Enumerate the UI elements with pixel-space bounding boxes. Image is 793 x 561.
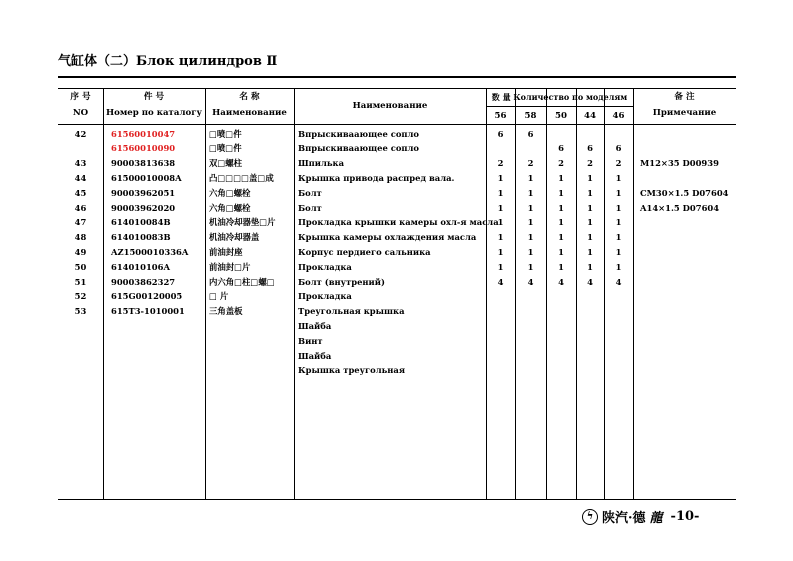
row-qty (604, 334, 633, 349)
row-qty: 1 (615, 202, 622, 213)
row-qty: 1 (558, 202, 564, 213)
page-footer (582, 507, 699, 526)
col-divider (103, 89, 104, 499)
header-name-ru-2: Наименование (352, 101, 428, 111)
row-qty: 1 (497, 172, 504, 183)
row-qty: 1 (527, 246, 534, 257)
row-qty (604, 304, 633, 319)
header-note-cn: 备 注 (674, 92, 695, 102)
row-qty: 1 (587, 232, 593, 243)
row-name-ru: Прокладка крышки камеры охл-я масла (298, 217, 499, 228)
row-qty (486, 289, 515, 304)
row-name-ru: Болт (внутрений) (298, 276, 385, 287)
row-name-ru: Болт (298, 202, 322, 213)
header-qty: 数 量 Количество по моделям (491, 92, 628, 102)
row-qty: 4 (497, 276, 504, 287)
row-qty (546, 304, 576, 319)
row-qty: 1 (587, 217, 593, 228)
header-rule (58, 124, 736, 125)
row-no: 52 (74, 291, 87, 302)
row-qty (546, 334, 576, 349)
row-note: CM30×1.5 D07604 (640, 187, 729, 198)
col-divider (205, 89, 206, 499)
row-qty (486, 363, 515, 378)
row-qty: 2 (587, 158, 593, 169)
row-no: 43 (74, 158, 87, 169)
row-name-ru: Крышка треугольная (298, 365, 406, 376)
row-name-cn: 六角□螺栓 (209, 187, 251, 198)
row-no (58, 363, 103, 378)
row-qty (576, 319, 604, 334)
row-part-number: 615G00120005 (111, 291, 183, 302)
row-name-cn: 凸□□□□盖□成 (209, 172, 274, 183)
row-qty (515, 141, 546, 156)
row-qty: 4 (527, 276, 534, 287)
row-qty: 2 (615, 158, 622, 169)
row-qty (546, 289, 576, 304)
row-name-ru: Крышка привода распред вала. (298, 172, 455, 183)
row-name-cn: □ 片 (209, 291, 229, 302)
row-name-ru: Шайба (298, 320, 332, 331)
row-qty (486, 349, 515, 364)
row-name-ru: Треугольная крышка (298, 306, 405, 317)
header-no-cn: 序 号 (70, 92, 91, 102)
header-name-ru: Наименование (212, 108, 287, 118)
brand-mark: 龍 (649, 511, 663, 526)
row-qty: 1 (558, 232, 564, 243)
header-model: 44 (584, 111, 596, 121)
row-qty: 1 (527, 217, 534, 228)
col-divider (633, 89, 634, 499)
col-divider (294, 89, 295, 499)
row-no: 50 (74, 261, 87, 272)
row-name-ru: Шпилька (298, 158, 345, 169)
header-model: 58 (524, 111, 537, 121)
row-qty (576, 349, 604, 364)
row-no (58, 319, 103, 334)
row-no: 42 (74, 128, 87, 139)
row-no: 53 (74, 306, 87, 317)
row-qty: 1 (497, 261, 504, 272)
row-qty (604, 127, 633, 142)
header-part-cn: 件 号 (143, 92, 165, 102)
row-qty (604, 363, 633, 378)
row-name-cn: 三角盖板 (209, 306, 243, 317)
row-name-cn: □喷□件 (209, 143, 242, 154)
row-part-number: 90003962020 (111, 202, 176, 213)
row-qty: 1 (527, 172, 534, 183)
row-name-ru: Впрыскиваающее сопло (298, 128, 420, 139)
row-qty (486, 319, 515, 334)
row-name-cn: 双□螺柱 (209, 158, 243, 169)
row-qty: 1 (615, 246, 622, 257)
row-name-ru: Винт (298, 335, 323, 346)
page-number: -10- (670, 509, 700, 524)
row-qty (604, 349, 633, 364)
row-name-ru: Болт (298, 187, 322, 198)
row-no: 46 (74, 202, 87, 213)
row-part-number: 615T3-1010001 (111, 306, 185, 317)
row-no: 49 (74, 246, 87, 257)
row-part-number: 614010106A (111, 261, 170, 272)
header-note-ru: Примечание (652, 108, 717, 118)
row-name-ru: Шайба (298, 350, 332, 361)
row-qty: 4 (615, 276, 622, 287)
row-qty (515, 304, 546, 319)
row-qty: 1 (615, 217, 622, 228)
row-qty (515, 334, 546, 349)
row-qty: 1 (615, 232, 622, 243)
row-qty (486, 141, 515, 156)
row-name-cn: 前油封座 (209, 246, 243, 257)
row-no: 51 (74, 276, 87, 287)
row-qty: 1 (615, 172, 622, 183)
row-qty (576, 304, 604, 319)
row-part-number: 61500010008A (111, 172, 182, 183)
row-qty (604, 289, 633, 304)
row-qty (486, 334, 515, 349)
row-qty: 1 (558, 172, 564, 183)
row-qty (576, 289, 604, 304)
header-model: 50 (555, 111, 567, 121)
row-qty: 1 (497, 217, 504, 228)
row-qty (576, 334, 604, 349)
row-qty (515, 319, 546, 334)
row-note: M12×35 D00939 (640, 158, 719, 169)
row-name-cn: 机油冷却器盖 (209, 232, 260, 243)
row-qty (546, 363, 576, 378)
row-name-cn: 六角□螺栓 (209, 202, 251, 213)
row-name-ru: Крышка камеры охлаждения масла (298, 232, 477, 243)
row-qty: 2 (497, 158, 504, 169)
row-qty: 1 (615, 261, 622, 272)
row-qty (515, 289, 546, 304)
row-part-number: 614010084B (111, 217, 171, 228)
row-qty (576, 127, 604, 142)
row-note: A14×1.5 D07604 (640, 202, 720, 213)
row-no (58, 334, 103, 349)
row-qty: 1 (527, 232, 534, 243)
row-qty: 4 (587, 276, 593, 287)
row-qty: 1 (558, 217, 564, 228)
row-name-cn: □喷□件 (209, 128, 242, 139)
row-qty: 1 (558, 246, 564, 257)
row-qty: 1 (587, 172, 593, 183)
row-qty (486, 304, 515, 319)
row-part-number: 90003962051 (111, 187, 176, 198)
header-no-ru: NO (72, 108, 89, 118)
row-qty: 1 (527, 261, 534, 272)
row-part-number: 61560010047 (111, 128, 176, 139)
row-name-ru: Корпус пердиего сальника (298, 246, 431, 257)
row-qty: 6 (527, 128, 534, 139)
row-qty: 6 (615, 143, 622, 154)
qty-header-rule (486, 106, 633, 107)
row-qty (546, 127, 576, 142)
row-qty: 1 (527, 202, 534, 213)
row-name-ru: Прокладка (298, 291, 352, 302)
row-no: 45 (74, 187, 87, 198)
row-part-number: 90003862327 (111, 276, 176, 287)
row-name-cn: 前油封□片 (209, 261, 251, 272)
row-name-cn: 内六角□柱□螺□ (209, 276, 275, 287)
row-qty: 1 (497, 246, 504, 257)
row-qty: 6 (558, 143, 564, 154)
header-model: 56 (494, 111, 507, 121)
row-qty (604, 319, 633, 334)
row-qty: 1 (587, 187, 593, 198)
row-qty: 1 (615, 187, 622, 198)
row-no: 44 (74, 172, 87, 183)
row-qty: 2 (527, 158, 534, 169)
row-qty: 6 (587, 143, 593, 154)
title-rule (58, 76, 736, 78)
row-no: 48 (74, 232, 87, 243)
row-qty (576, 363, 604, 378)
row-qty: 1 (497, 187, 504, 198)
row-qty: 1 (558, 261, 564, 272)
row-no (58, 141, 103, 156)
row-qty (515, 349, 546, 364)
row-qty (546, 349, 576, 364)
row-no: 47 (74, 217, 87, 228)
row-no (58, 349, 103, 364)
row-qty: 6 (497, 128, 504, 139)
row-part-number: AZ1500010336A (111, 246, 189, 257)
parts-table (58, 88, 736, 500)
row-qty: 1 (558, 187, 564, 198)
brand-name: 陕汽·德 (602, 511, 646, 526)
logo-icon: ϟ (582, 509, 598, 525)
row-qty: 2 (558, 158, 564, 169)
header-model: 46 (612, 111, 625, 121)
header-part-ru: Номер по каталогу (105, 108, 203, 118)
row-qty: 1 (587, 202, 593, 213)
row-part-number: 61560010090 (111, 143, 176, 154)
row-qty: 1 (587, 246, 593, 257)
row-qty: 1 (497, 202, 504, 213)
row-qty: 1 (527, 187, 534, 198)
header-name-cn: 名 称 (239, 92, 260, 102)
row-qty: 4 (558, 276, 564, 287)
row-part-number: 90003813638 (111, 158, 176, 169)
row-qty (546, 319, 576, 334)
page-title: 气缸体（二）Блок цилиндров Ⅱ (58, 54, 278, 69)
row-qty: 1 (587, 261, 593, 272)
row-qty: 1 (497, 232, 504, 243)
row-name-cn: 机油冷却器垫□片 (209, 217, 276, 228)
row-name-ru: Впрыскиваающее сопло (298, 143, 420, 154)
row-qty (515, 363, 546, 378)
row-part-number: 614010083B (111, 232, 171, 243)
row-name-ru: Прокладка (298, 261, 352, 272)
